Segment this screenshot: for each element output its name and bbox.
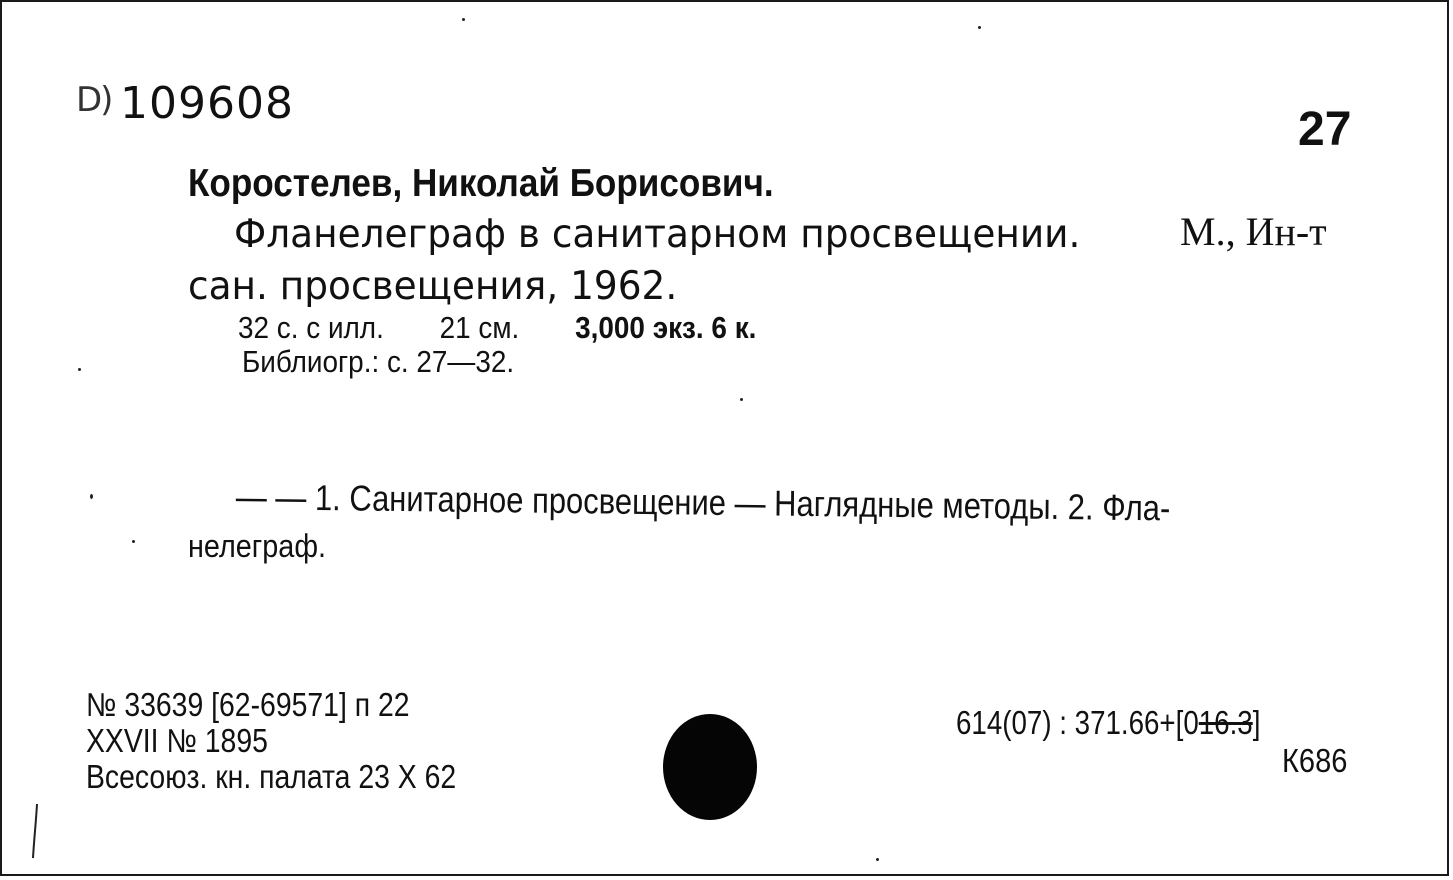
publisher-place: М., Ин-т [1180, 209, 1327, 254]
inventory-mark: D) [76, 80, 112, 120]
udc-close: ] [1252, 704, 1261, 741]
page-number: 27 [1298, 103, 1352, 156]
author-sign: К686 [1282, 742, 1348, 779]
author-heading: Коростелев, Николай Борисович. [188, 162, 774, 205]
inventory-number: 109608 [120, 78, 294, 129]
pages-field: 32 с. с илл. [238, 310, 384, 345]
pencil-mark [32, 802, 38, 860]
udc-classification [956, 704, 1260, 742]
registry-line-1: № 33639 [62-69571] п 22 [86, 686, 410, 723]
udc-struck: 16.3 [1198, 704, 1253, 741]
bibliography-note: Библиогр.: с. 27—32. [242, 344, 515, 379]
physical-description [238, 310, 756, 346]
size-field: 21 см. [439, 310, 520, 345]
subjects-line-2: нелеграф. [188, 528, 327, 564]
registry-line-2: XXVII № 1895 [86, 722, 268, 759]
copies-price-field: 3,000 экз. 6 к. [575, 310, 757, 345]
title-line-1: Фланелеграф в санитарном просвещении. [234, 212, 1081, 257]
punch-hole [663, 714, 757, 820]
registry-line-3: Всесоюз. кн. палата 23 X 62 [86, 758, 457, 795]
udc-main: 614(07) : 371.66+[0 [956, 704, 1199, 741]
title-line-2: сан. просвещения, 1962. [188, 264, 678, 309]
subjects-line-1: — — 1. Санитарное просвещение — Наглядные методы. 2. Фла- [235, 476, 1171, 529]
